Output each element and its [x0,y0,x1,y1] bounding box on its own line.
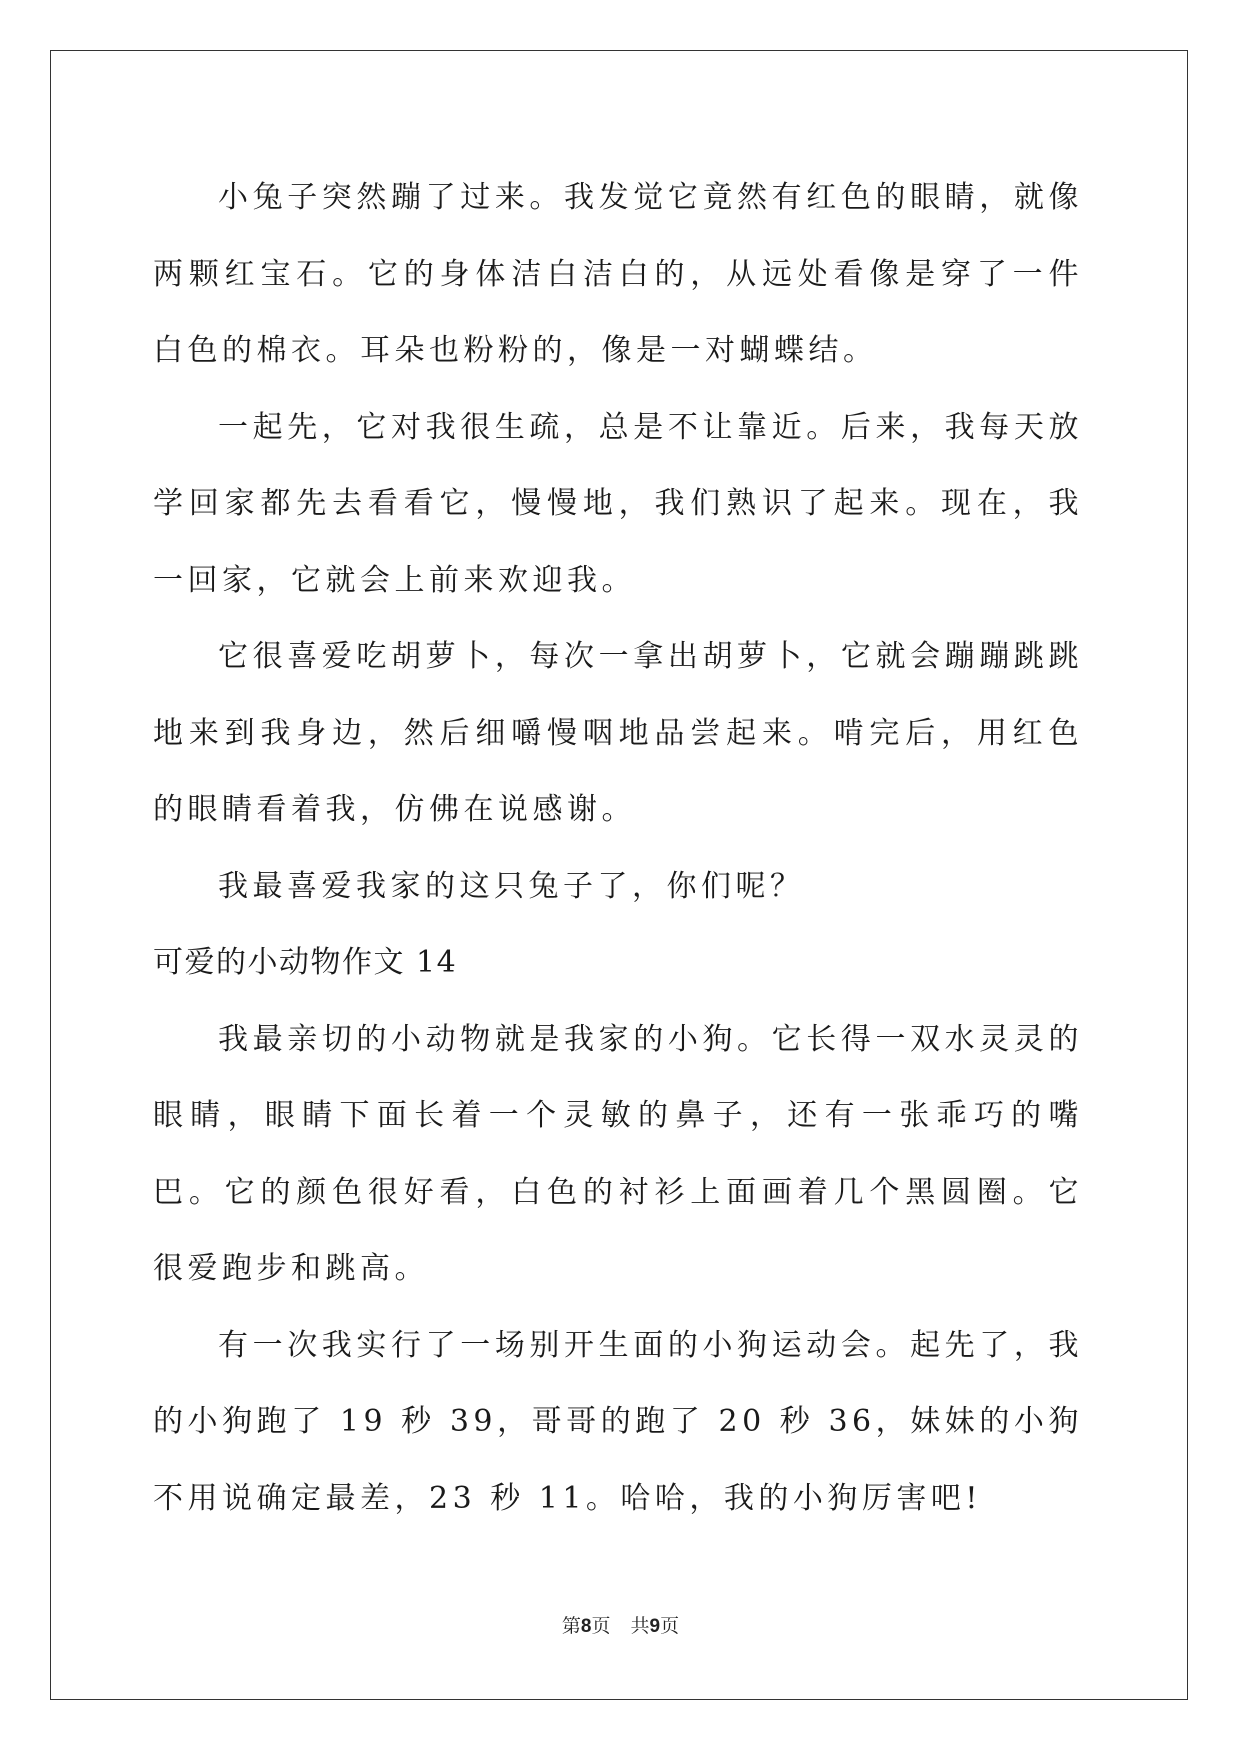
page-prefix: 第 [561,1615,581,1637]
total-suffix: 页 [660,1615,680,1637]
total-prefix: 共 [630,1615,650,1637]
paragraph: 我最喜爱我家的这只兔子了，你们呢？ [218,868,805,904]
page-suffix: 页 [591,1615,611,1637]
page-total: 9 [649,1616,661,1637]
page-footer [0,1614,1241,1639]
paragraph: 小兔子突然蹦了过来。我发觉它竟然有红色的眼睛，就像两颗红宝石。它的身体洁白洁白的，从远处看像是穿了一件白色的棉衣。耳朵也粉粉的，像是一对蝴蝶结。 [153,180,1083,368]
paragraph: 我最亲切的小动物就是我家的小狗。它长得一双水灵灵的眼睛，眼睛下面长着一个灵敏的鼻子，还有一张乖巧的嘴巴。它的颜色很好看，白色的衬衫上面画着几个黑圆圈。它很爱跑步和跳高。 [153,1021,1083,1286]
paragraph: 它很喜爱吃胡萝卜，每次一拿出胡萝卜，它就会蹦蹦跳跳地来到我身边，然后细嚼慢咽地品尝起来。啃完后，用红色的眼睛看着我，仿佛在说感谢。 [153,639,1083,827]
paragraph: 有一次我实行了一场别开生面的小狗运动会。起先了，我的小狗跑了 19 秒 39，哥哥的跑了 20 秒 36，妹妹的小狗不用说确定最差，23 秒 11。哈哈，我的小狗厉害吧! [153,1327,1083,1516]
section-title: 可爱的小动物作文 14 [153,945,458,980]
document-body [153,160,1083,1537]
paragraph: 一起先，它对我很生疏，总是不让靠近。后来，我每天放学回家都先去看看它，慢慢地，我们熟识了起来。现在，我一回家，它就会上前来欢迎我。 [153,409,1083,598]
page-number: 8 [580,1616,592,1637]
